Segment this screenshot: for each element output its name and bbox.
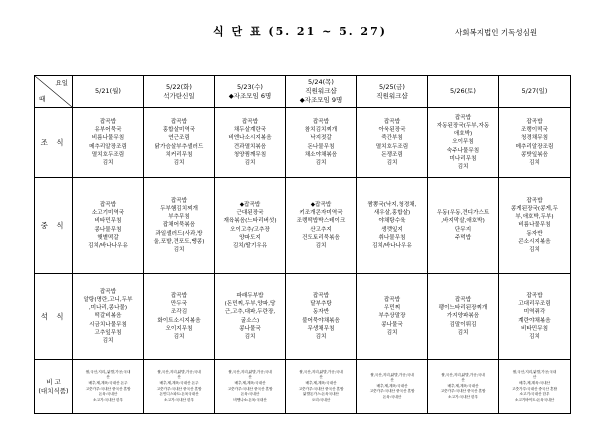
origin-note-line: 돈육:국내산: [240, 392, 260, 397]
menu-item: 무생채무침: [307, 325, 335, 332]
menu-item: ◆잡곡밥: [310, 202, 332, 209]
day-note: 석가탄신일: [163, 91, 195, 100]
menu-item: 울,포밭,견포도,땡콩): [153, 238, 205, 245]
menu-cell: [286, 178, 357, 274]
menu-item: 잡곡밥: [526, 198, 543, 205]
menu-item: 비타민무침: [94, 218, 122, 225]
origin-note-cell: [286, 360, 357, 414]
day-header: [428, 76, 499, 108]
header-row: [35, 76, 571, 108]
menu-item: 죽간부침: [381, 135, 403, 142]
origin-note-line: 고춧가루:국내산 중국산 혼합: [227, 386, 273, 391]
menu-item: 잡곡밥: [454, 115, 472, 122]
origin-note-cell: [357, 360, 428, 414]
menu-item: 미역쥐각: [523, 309, 546, 316]
menu-item: 연근조림: [168, 135, 190, 142]
menu-item: 낙지젓갈: [310, 135, 332, 142]
menu-item: 김치/바나나우유: [372, 242, 412, 249]
menu-item: 비름나물무침: [91, 135, 125, 142]
menu-cell: [357, 108, 428, 178]
menu-item: ◆잡곡밥: [239, 202, 261, 209]
menu-item: 잡곡밥: [170, 198, 188, 205]
menu-item: 김치: [529, 246, 540, 253]
menu-item: 잡곡밥: [383, 297, 401, 304]
day-note: ◆자조모임 6명: [228, 91, 272, 100]
menu-item: 오이고추/고추장: [230, 226, 270, 233]
origin-note-line: 배추,제,계육:국내산 돈주: [159, 380, 199, 385]
menu-item: 멸치호두조림: [375, 143, 409, 150]
menu-item: 잡곡밥: [170, 293, 188, 300]
menu-item: 청양찜깨무침: [233, 151, 267, 158]
menu-item: 과일샐러드(사과,방: [155, 230, 203, 237]
page-title: 식 단 표 (5. 21 ~ 5. 27): [213, 25, 387, 38]
day-date: 5/24(목): [308, 78, 334, 86]
menu-cell: [428, 274, 499, 360]
menu-item: 잡곡밥: [454, 297, 472, 304]
menu-item: 비타민무침: [520, 325, 549, 332]
menu-item: 새우살,홍합살): [373, 210, 411, 217]
meal-label: 석 식: [35, 274, 73, 360]
origin-note-line: 소고기바이트:돈육국내산: [514, 397, 555, 402]
menu-item: 유부어묵국: [94, 127, 122, 134]
menu-item: 근대된장국: [236, 210, 264, 217]
menu-item: 계란야채볶음: [518, 317, 551, 324]
day-date: 5/27(일): [521, 87, 548, 95]
menu-item: 우민찌: [383, 305, 401, 312]
menu-cell: [286, 108, 357, 178]
day-header: [215, 76, 286, 108]
origin-note-cell: [73, 360, 144, 414]
menu-item: 잡곡밥: [170, 119, 188, 126]
menu-item: 취나물무침: [378, 234, 406, 241]
day-note: ◆자조모임 9명: [299, 96, 343, 104]
menu-item: 재육볶음(느타리버섯): [223, 218, 277, 225]
origin-note-line: 배추,제,계육:국내산: [376, 383, 408, 388]
origin-note-line: 배추,제,계육:국내산: [305, 380, 337, 385]
menu-item: 멸치호두조림: [91, 151, 125, 158]
menu-item: 김치: [244, 333, 256, 340]
menu-item: 자동된장국(두부,자동: [436, 123, 490, 130]
weekly-menu-table: [34, 75, 571, 414]
menu-item: 돈쟁조림: [381, 151, 403, 158]
menu-item: 홍합살미역국: [162, 127, 196, 134]
menu-item: 시금치나물무침: [89, 321, 127, 328]
origin-note-line: 배추,제,계육:국내산 돈주: [88, 380, 128, 385]
menu-item: 김말이튀김: [449, 321, 477, 328]
menu-item: 돈나물무침: [307, 143, 335, 150]
menu-item: 잡채어묵볶음: [162, 222, 196, 229]
menu-item: 참치김치찌개: [304, 127, 338, 134]
origin-note-line: 고춧가루:국내산 중국산 혼합: [156, 386, 202, 391]
note-row: [35, 360, 571, 414]
menu-item: 김치: [529, 159, 540, 166]
menu-item: ,미나리,콩나물): [88, 305, 128, 312]
menu-item: 두부햄김치찌개: [160, 206, 198, 213]
menu-item: 근,고추,대파,두란장,: [224, 309, 276, 316]
day-date: 5/26(토): [450, 87, 476, 95]
day-header: [286, 76, 357, 108]
menu-item: 콩밧잎볶음: [520, 151, 549, 158]
menu-item: 단무지: [454, 226, 472, 233]
menu-cell: [144, 274, 215, 360]
origin-note-line: 산: [390, 378, 394, 383]
menu-item: 소고기미역국: [91, 210, 125, 217]
origin-note-line: 쌀,국산,지리,닭발,가공;국내: [228, 369, 272, 374]
menu-item: 부추상말장: [378, 313, 406, 320]
menu-item: 팽이느타리된장찌개: [438, 305, 488, 312]
origin-note-line: 쌀,국산,지리,닭발,가공;국내: [441, 372, 485, 377]
menu-cell: [73, 178, 144, 274]
menu-cell: [73, 108, 144, 178]
menu-item: 김치: [244, 159, 256, 166]
menu-item: 잡곡밥: [312, 119, 330, 126]
menu-cell: [499, 274, 571, 360]
origin-note-line: 소고기:국내산 한우: [519, 392, 550, 397]
day-header: [144, 76, 215, 108]
breakfast-row: [35, 108, 571, 178]
menu-item: 청경채무침: [520, 135, 549, 142]
menu-item: 생깻잎지: [381, 226, 403, 233]
menu-item: 가지양파볶음: [446, 313, 480, 320]
menu-item: 만두국: [170, 301, 188, 308]
origin-note-line: 산: [461, 378, 465, 383]
menu-item: 김치: [102, 159, 114, 166]
day-header: [499, 76, 571, 108]
menu-item: 김치: [315, 333, 327, 340]
menu-item: 김치: [173, 333, 185, 340]
menu-item: 김치: [386, 329, 398, 336]
origin-note-line: 쌀,국산,지리,,닭발,가공;국내: [85, 369, 131, 374]
menu-item: 햇볕떡갈: [97, 234, 119, 241]
menu-item: 채두살계란국: [233, 127, 267, 134]
origin-note-line: 산: [319, 375, 323, 380]
lunch-row: [35, 178, 571, 274]
menu-item: 알탕(명란,고니,두부: [83, 297, 133, 304]
day-header: [73, 76, 144, 108]
menu-item: 잡곡밥: [99, 289, 117, 296]
origin-note-line: 산: [106, 375, 110, 380]
menu-item: 메추리알장조림: [515, 143, 554, 150]
day-note: 직원워크샵: [376, 91, 408, 100]
menu-item: 닭가슴살부추샐러드: [154, 143, 204, 150]
menu-item: ,바지막살,애호박): [441, 218, 485, 225]
day-note: 직원워크샵: [305, 87, 337, 95]
menu-item: 김치: [457, 163, 469, 170]
meal-label: 조 식: [35, 108, 73, 178]
menu-item: 고추잎무침: [94, 329, 122, 336]
menu-cell: [499, 178, 571, 274]
menu-item: 조랭떡밥박스테이크: [296, 218, 346, 225]
menu-item: 콩나물국: [239, 325, 261, 332]
menu-cell: [357, 274, 428, 360]
menu-item: 채소야채볶음: [304, 151, 338, 158]
menu-item: 굴소스): [240, 317, 260, 324]
origin-note-line: 비엔나소:돈육:국내산: [233, 397, 267, 402]
menu-cell: [215, 274, 286, 360]
menu-item: (돈민찌,두부,양파,당: [224, 301, 276, 308]
corner-meal-label: 때: [39, 95, 46, 103]
menu-item: 김치: [102, 337, 114, 344]
origin-note-line: 소고기:국내산 한우: [448, 394, 478, 399]
menu-item: 오이지무침: [165, 325, 193, 332]
menu-item: 견과멸치볶음: [233, 143, 267, 150]
origin-note-line: 소고기:국내산 한우: [164, 397, 194, 402]
menu-cell: [499, 108, 571, 178]
origin-note-line: 쌀,국산,지리,닭발,가공;국내: [299, 369, 343, 374]
menu-cell: [215, 178, 286, 274]
menu-item: 김치: [173, 246, 185, 253]
origin-note-line: 고춧가루:국내산 중국산 혼합: [85, 386, 131, 391]
menu-item: 김치: [173, 159, 185, 166]
menu-item: 아욱된장국: [378, 127, 406, 134]
menu-cell: [428, 108, 499, 178]
menu-item: 조랭이떡국: [520, 127, 549, 134]
menu-item: 김치: [315, 159, 327, 166]
menu-item: 동자반: [312, 309, 330, 316]
origin-note-line: 돈육:국내산: [98, 392, 118, 397]
origin-note-cell: [144, 360, 215, 414]
note-label-line: (대치식품): [38, 386, 69, 395]
menu-item: 콘소시지볶음: [518, 238, 551, 245]
menu-item: 김치: [386, 159, 398, 166]
origin-note-line: 고춧가루:국내산 중국산 혼합: [440, 389, 486, 394]
menu-item: 고대리무조림: [518, 301, 551, 308]
menu-cell: [428, 178, 499, 274]
menu-item: 비름나물무침: [518, 222, 551, 229]
menu-item: 잡곡밥: [99, 202, 117, 209]
origin-note-cell: [428, 360, 499, 414]
menu-item: 치커리무침: [165, 151, 193, 158]
menu-cell: [144, 108, 215, 178]
menu-item: 잡곡밥: [99, 119, 117, 126]
origin-note-line: 닭발돈가스:돈육국내산: [303, 392, 339, 397]
origin-note-line: 배추,제,계육:국내산: [447, 383, 479, 388]
origin-note-line: 배추,제,계육:국내산: [234, 380, 266, 385]
menu-item: 메추리알장조림: [89, 143, 127, 150]
menu-cell: [73, 274, 144, 360]
origin-note-line: 소고기:국내산 한우: [93, 397, 123, 402]
origin-note-cell: [499, 360, 571, 414]
menu-item: 잡곡밥: [241, 119, 259, 126]
menu-item: 김치/바나나우유: [88, 242, 128, 249]
origin-note-line: 고춧가루:국내산 중국산 혼합: [298, 386, 344, 391]
menu-item: 파래두부밥: [236, 293, 264, 300]
corner-cell: [35, 76, 73, 108]
menu-cell: [144, 178, 215, 274]
menu-item: 야채탕수육: [378, 218, 406, 225]
menu-item: 콩나물무침: [94, 226, 122, 233]
menu-item: 잡곡밥: [312, 293, 330, 300]
menu-item: 김치: [529, 333, 540, 340]
origin-note-line: 배추,제,계육:국내산: [519, 380, 550, 385]
note-label: [35, 360, 73, 414]
origin-note-line: 돈육:국내산: [382, 394, 402, 399]
menu-item: 부추무침: [168, 214, 190, 221]
menu-item: 부,애호박,두부): [515, 214, 554, 221]
menu-item: 조각김: [170, 309, 188, 316]
day-header: [357, 76, 428, 108]
menu-item: 오이무침: [452, 139, 474, 146]
menu-item: 콩게된장국(콩게,두: [510, 206, 559, 213]
meal-label: 중 식: [35, 178, 73, 274]
origin-note-line: 산: [177, 375, 181, 380]
day-date: 5/22(화): [166, 82, 192, 91]
menu-item: 짬뽕국(낙지,청경채,: [367, 202, 417, 209]
origin-note-line: 쌀,국산,지리,닭발,가공;국내: [370, 372, 414, 377]
origin-note-line: 고춧가루:국내산 중국산 혼합: [512, 386, 557, 391]
menu-item: 우동(우동,견디가스트: [436, 210, 490, 217]
menu-item: 불어묵야채볶음: [302, 317, 340, 324]
day-date: 5/25(금): [379, 82, 405, 91]
menu-cell: [286, 274, 357, 360]
menu-item: 동자반: [526, 230, 543, 237]
menu-item: 콩나물국: [381, 321, 403, 328]
organization-name: 사회복지법인 기독성심원: [455, 28, 538, 37]
menu-item: 달부추탕: [310, 301, 332, 308]
menu-cell: [357, 178, 428, 274]
menu-item: 주먹밥: [454, 234, 472, 241]
menu-item: 잡곡밥: [526, 119, 543, 126]
menu-item: 떡갈비볶음: [94, 313, 122, 320]
origin-note-line: 산: [248, 375, 252, 380]
menu-item: 양파도지: [239, 234, 261, 241]
origin-note-line: 오리:국내산: [311, 397, 331, 402]
menu-item: 애호박): [453, 131, 473, 138]
origin-note-cell: [215, 360, 286, 414]
dinner-row: [35, 274, 571, 360]
menu-item: 미나리무침: [449, 155, 477, 162]
note-label-line: 비 고: [46, 377, 61, 386]
menu-item: 김치/딸기우유: [232, 242, 268, 249]
menu-item: 비엔나소시지볶음: [228, 135, 272, 142]
menu-item: 건도토리묵볶음: [302, 234, 340, 241]
menu-item: 잡곡밥: [383, 119, 401, 126]
origin-note-line: 쌀,국산,지리,닭발,가공;국내: [512, 369, 557, 374]
menu-cell: [215, 108, 286, 178]
day-date: 5/21(월): [95, 87, 121, 95]
origin-note-line: 돈민디스파트:돈육국내산: [159, 392, 199, 397]
origin-note-line: 산: [532, 375, 537, 380]
menu-item: 숙주나물무침: [446, 147, 480, 154]
day-date: 5/23(수): [237, 82, 263, 91]
menu-item: 화이트소시지볶음: [157, 317, 201, 324]
menu-item: 잡곡밥: [526, 293, 543, 300]
menu-item: 김치: [457, 329, 469, 336]
menu-item: 키조개콘자미역국: [299, 210, 343, 217]
menu-item: 산고추지: [310, 226, 332, 233]
origin-note-line: 쌀,국산,지리,닭발,가공;국내: [157, 369, 201, 374]
menu-item: 김치: [315, 242, 327, 249]
origin-note-line: 고춧가루:국내산 중국산 혼합: [369, 389, 415, 394]
corner-day-label: 요일: [55, 79, 68, 87]
